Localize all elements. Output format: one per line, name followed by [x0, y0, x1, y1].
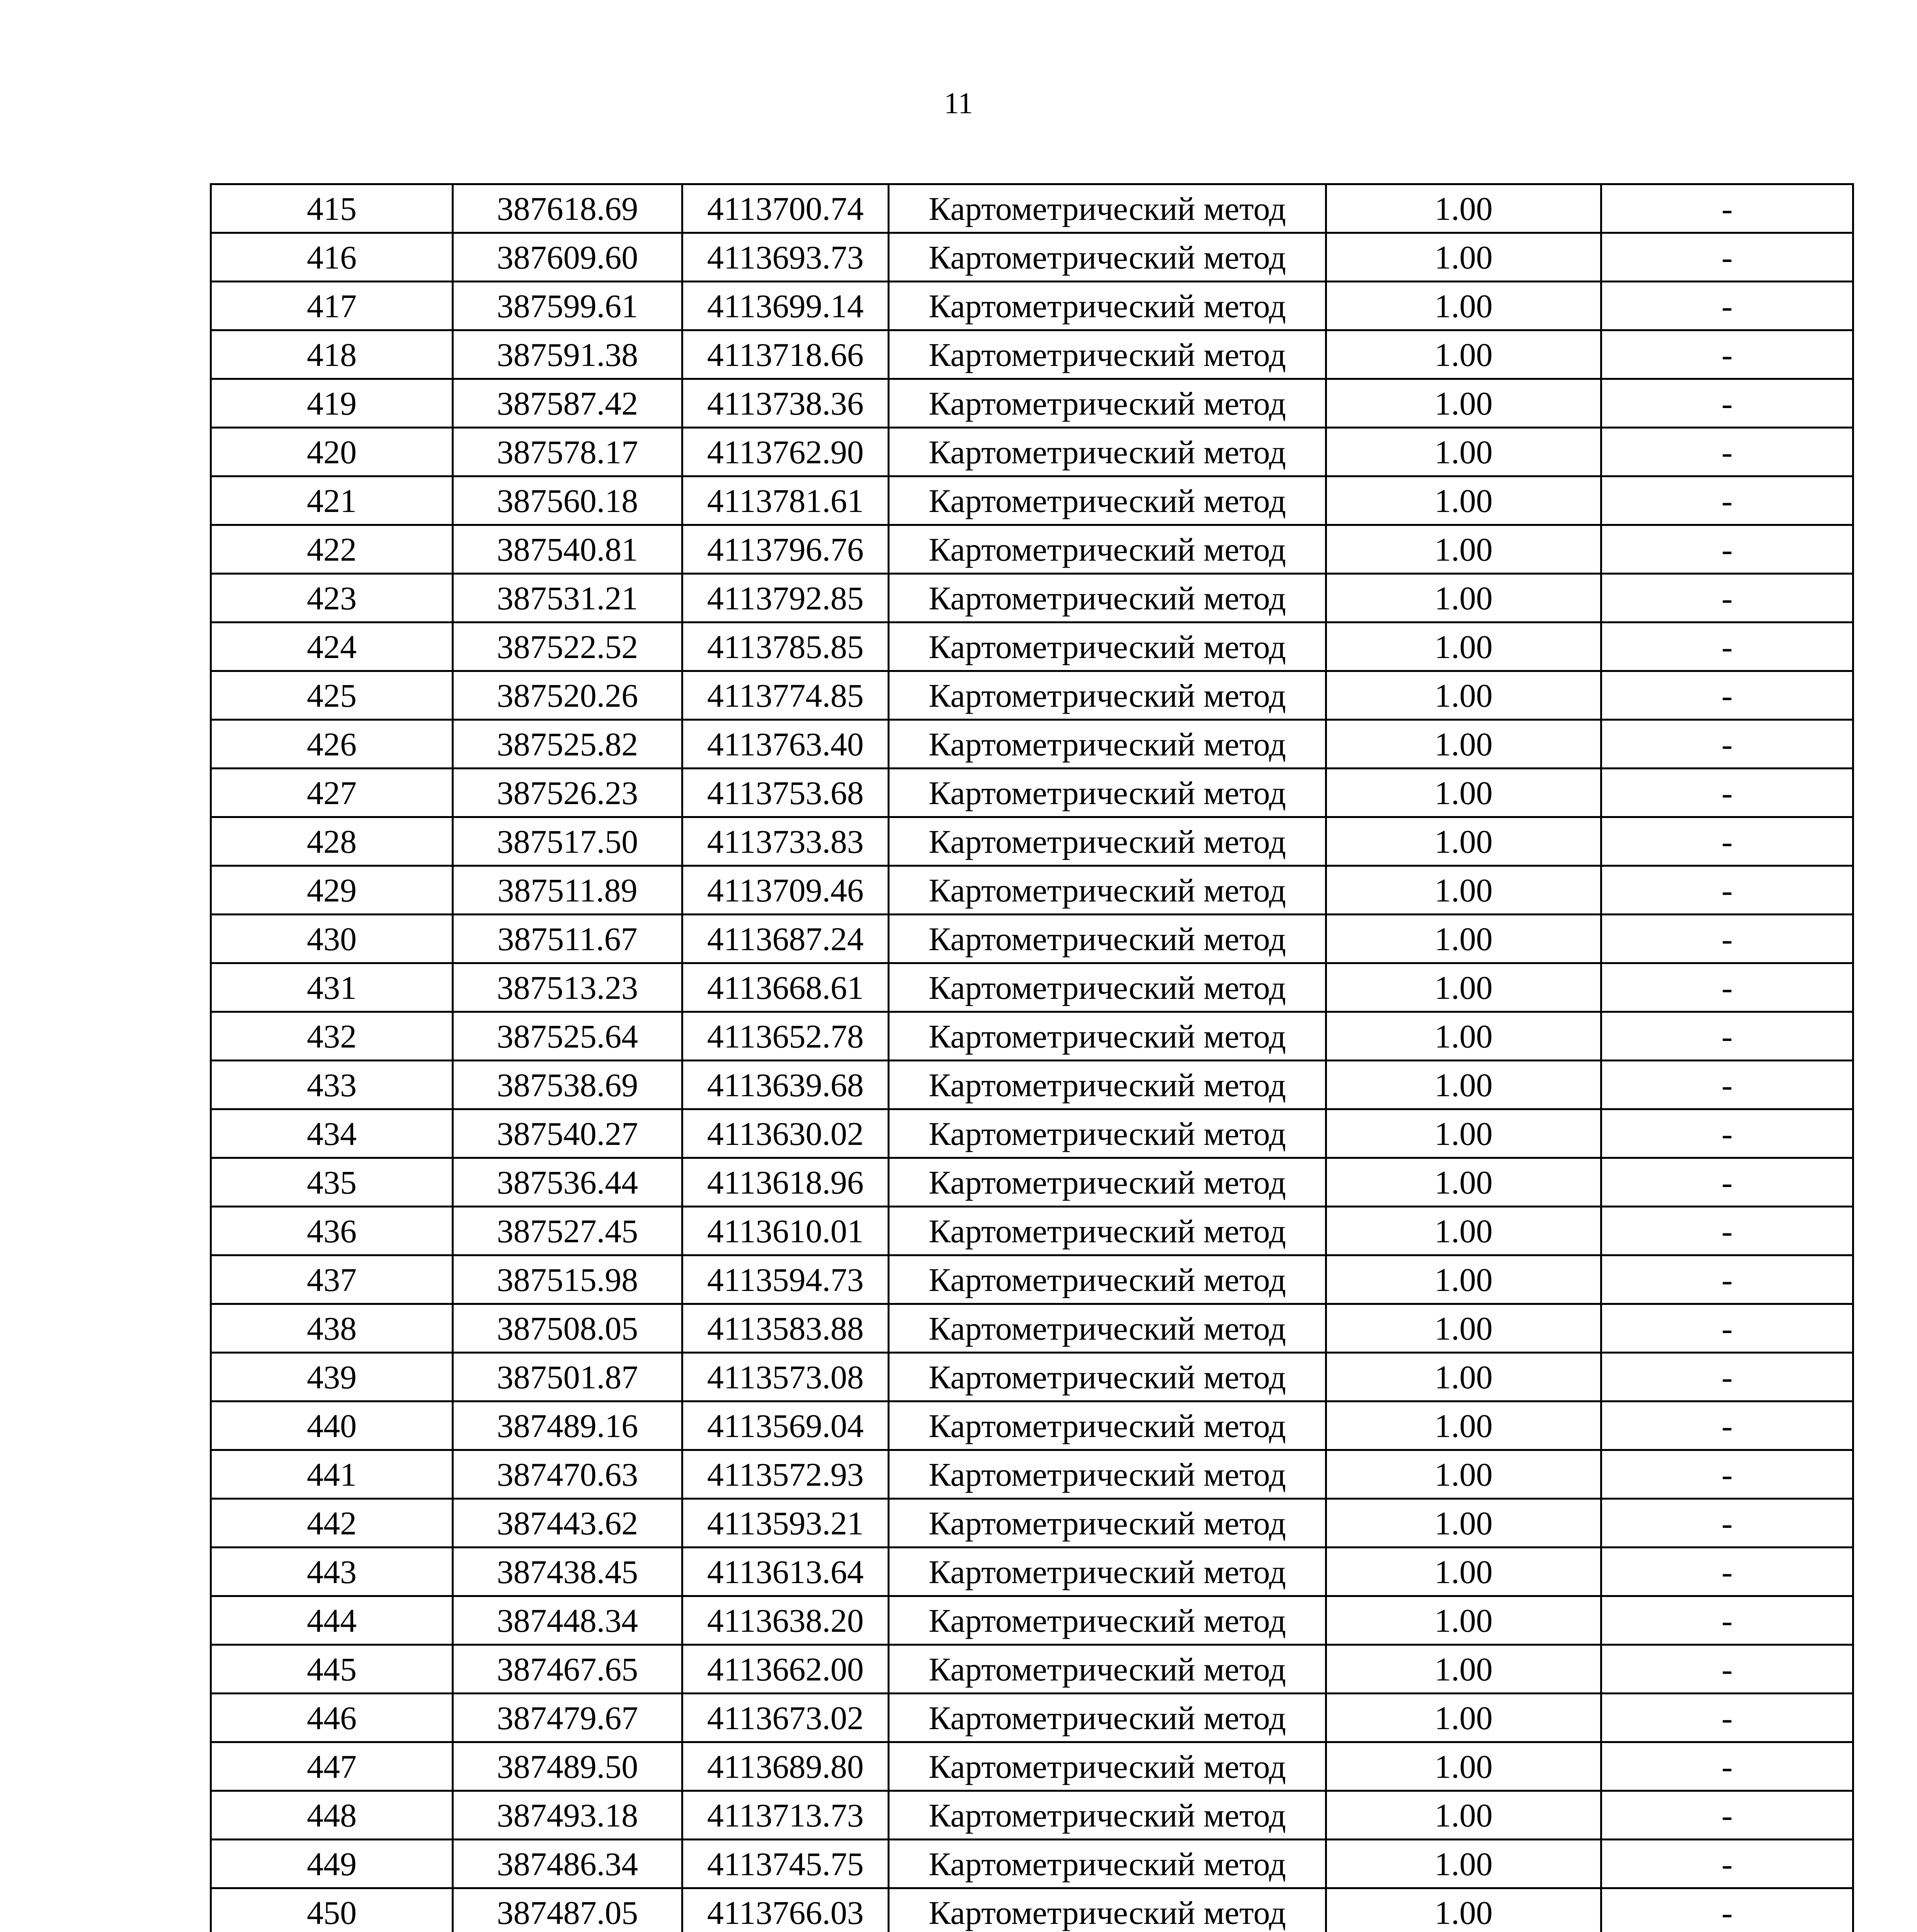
description-cell: - [1601, 769, 1853, 817]
y-coordinate-cell: 4113573.08 [682, 1353, 889, 1401]
table-row [211, 1499, 1853, 1548]
table-row [211, 476, 1853, 525]
description-cell: - [1601, 233, 1853, 282]
accuracy-cell: 1.00 [1326, 1742, 1601, 1791]
method-cell: Картометрический метод [889, 1401, 1326, 1450]
description-cell: - [1601, 915, 1853, 963]
point-number-cell: 435 [211, 1158, 453, 1207]
description-cell: - [1601, 1840, 1853, 1888]
y-coordinate-cell: 4113792.85 [682, 574, 889, 622]
description-cell: - [1601, 866, 1853, 915]
description-cell: - [1601, 476, 1853, 525]
description-cell: - [1601, 525, 1853, 574]
x-coordinate-cell: 387609.60 [453, 233, 682, 282]
description-cell: - [1601, 1548, 1853, 1596]
x-coordinate-cell: 387438.45 [453, 1548, 682, 1596]
table-row [211, 574, 1853, 622]
accuracy-cell: 1.00 [1326, 184, 1601, 233]
y-coordinate-cell: 4113583.88 [682, 1304, 889, 1353]
table-row [211, 1158, 1853, 1207]
x-coordinate-cell: 387526.23 [453, 769, 682, 817]
point-number-cell: 440 [211, 1401, 453, 1450]
accuracy-cell: 1.00 [1326, 1450, 1601, 1499]
x-coordinate-cell: 387525.82 [453, 720, 682, 769]
table-row [211, 963, 1853, 1012]
accuracy-cell: 1.00 [1326, 1548, 1601, 1596]
method-cell: Картометрический метод [889, 330, 1326, 379]
x-coordinate-cell: 387515.98 [453, 1255, 682, 1304]
y-coordinate-cell: 4113709.46 [682, 866, 889, 915]
method-cell: Картометрический метод [889, 622, 1326, 671]
method-cell: Картометрический метод [889, 1840, 1326, 1888]
accuracy-cell: 1.00 [1326, 1061, 1601, 1109]
point-number-cell: 445 [211, 1645, 453, 1694]
y-coordinate-cell: 4113762.90 [682, 428, 889, 476]
table-row [211, 769, 1853, 817]
accuracy-cell: 1.00 [1326, 1012, 1601, 1061]
accuracy-cell: 1.00 [1326, 963, 1601, 1012]
description-cell: - [1601, 1450, 1853, 1499]
description-cell: - [1601, 184, 1853, 233]
point-number-cell: 431 [211, 963, 453, 1012]
table-row [211, 1061, 1853, 1109]
table-row [211, 817, 1853, 866]
description-cell: - [1601, 671, 1853, 720]
y-coordinate-cell: 4113738.36 [682, 379, 889, 428]
x-coordinate-cell: 387486.34 [453, 1840, 682, 1888]
x-coordinate-cell: 387540.81 [453, 525, 682, 574]
x-coordinate-cell: 387489.16 [453, 1401, 682, 1450]
accuracy-cell: 1.00 [1326, 720, 1601, 769]
y-coordinate-cell: 4113662.00 [682, 1645, 889, 1694]
y-coordinate-cell: 4113593.21 [682, 1499, 889, 1548]
table-row [211, 866, 1853, 915]
point-number-cell: 423 [211, 574, 453, 622]
y-coordinate-cell: 4113668.61 [682, 963, 889, 1012]
accuracy-cell: 1.00 [1326, 1353, 1601, 1401]
accuracy-cell: 1.00 [1326, 282, 1601, 330]
description-cell: - [1601, 1207, 1853, 1255]
y-coordinate-cell: 4113753.68 [682, 769, 889, 817]
accuracy-cell: 1.00 [1326, 330, 1601, 379]
table-row [211, 1012, 1853, 1061]
table-row [211, 720, 1853, 769]
accuracy-cell: 1.00 [1326, 1791, 1601, 1840]
accuracy-cell: 1.00 [1326, 1840, 1601, 1888]
x-coordinate-cell: 387618.69 [453, 184, 682, 233]
point-number-cell: 436 [211, 1207, 453, 1255]
y-coordinate-cell: 4113594.73 [682, 1255, 889, 1304]
point-number-cell: 426 [211, 720, 453, 769]
page-number: 11 [944, 86, 973, 120]
method-cell: Картометрический метод [889, 184, 1326, 233]
x-coordinate-cell: 387599.61 [453, 282, 682, 330]
accuracy-cell: 1.00 [1326, 379, 1601, 428]
point-number-cell: 443 [211, 1548, 453, 1596]
description-cell: - [1601, 622, 1853, 671]
x-coordinate-cell: 387578.17 [453, 428, 682, 476]
point-number-cell: 419 [211, 379, 453, 428]
description-cell: - [1601, 1499, 1853, 1548]
method-cell: Картометрический метод [889, 1061, 1326, 1109]
point-number-cell: 439 [211, 1353, 453, 1401]
point-number-cell: 415 [211, 184, 453, 233]
description-cell: - [1601, 1304, 1853, 1353]
x-coordinate-cell: 387467.65 [453, 1645, 682, 1694]
y-coordinate-cell: 4113638.20 [682, 1596, 889, 1645]
method-cell: Картометрический метод [889, 817, 1326, 866]
accuracy-cell: 1.00 [1326, 915, 1601, 963]
point-number-cell: 422 [211, 525, 453, 574]
table-row [211, 525, 1853, 574]
description-cell: - [1601, 1255, 1853, 1304]
accuracy-cell: 1.00 [1326, 1645, 1601, 1694]
table-row [211, 1353, 1853, 1401]
y-coordinate-cell: 4113763.40 [682, 720, 889, 769]
method-cell: Картометрический метод [889, 769, 1326, 817]
method-cell: Картометрический метод [889, 379, 1326, 428]
x-coordinate-cell: 387536.44 [453, 1158, 682, 1207]
x-coordinate-cell: 387560.18 [453, 476, 682, 525]
table-row [211, 282, 1853, 330]
x-coordinate-cell: 387487.05 [453, 1888, 682, 1932]
description-cell: - [1601, 379, 1853, 428]
y-coordinate-cell: 4113673.02 [682, 1694, 889, 1742]
accuracy-cell: 1.00 [1326, 769, 1601, 817]
method-cell: Картометрический метод [889, 1596, 1326, 1645]
y-coordinate-cell: 4113713.73 [682, 1791, 889, 1840]
point-number-cell: 448 [211, 1791, 453, 1840]
description-cell: - [1601, 428, 1853, 476]
description-cell: - [1601, 1158, 1853, 1207]
x-coordinate-cell: 387531.21 [453, 574, 682, 622]
table-row [211, 1694, 1853, 1742]
point-number-cell: 416 [211, 233, 453, 282]
accuracy-cell: 1.00 [1326, 1304, 1601, 1353]
table-row [211, 428, 1853, 476]
point-number-cell: 432 [211, 1012, 453, 1061]
y-coordinate-cell: 4113700.74 [682, 184, 889, 233]
accuracy-cell: 1.00 [1326, 1401, 1601, 1450]
method-cell: Картометрический метод [889, 1255, 1326, 1304]
point-number-cell: 421 [211, 476, 453, 525]
x-coordinate-cell: 387443.62 [453, 1499, 682, 1548]
y-coordinate-cell: 4113610.01 [682, 1207, 889, 1255]
method-cell: Картометрический метод [889, 233, 1326, 282]
y-coordinate-cell: 4113693.73 [682, 233, 889, 282]
x-coordinate-cell: 387511.89 [453, 866, 682, 915]
accuracy-cell: 1.00 [1326, 1694, 1601, 1742]
description-cell: - [1601, 1353, 1853, 1401]
y-coordinate-cell: 4113687.24 [682, 915, 889, 963]
x-coordinate-cell: 387527.45 [453, 1207, 682, 1255]
accuracy-cell: 1.00 [1326, 428, 1601, 476]
method-cell: Картометрический метод [889, 1304, 1326, 1353]
method-cell: Картометрический метод [889, 963, 1326, 1012]
accuracy-cell: 1.00 [1326, 866, 1601, 915]
accuracy-cell: 1.00 [1326, 1158, 1601, 1207]
accuracy-cell: 1.00 [1326, 1888, 1601, 1932]
description-cell: - [1601, 1694, 1853, 1742]
description-cell: - [1601, 963, 1853, 1012]
accuracy-cell: 1.00 [1326, 671, 1601, 720]
method-cell: Картометрический метод [889, 1694, 1326, 1742]
description-cell: - [1601, 1401, 1853, 1450]
accuracy-cell: 1.00 [1326, 476, 1601, 525]
point-number-cell: 428 [211, 817, 453, 866]
accuracy-cell: 1.00 [1326, 574, 1601, 622]
accuracy-cell: 1.00 [1326, 1596, 1601, 1645]
x-coordinate-cell: 387538.69 [453, 1061, 682, 1109]
table-row [211, 1207, 1853, 1255]
table-row [211, 233, 1853, 282]
description-cell: - [1601, 282, 1853, 330]
method-cell: Картометрический метод [889, 282, 1326, 330]
accuracy-cell: 1.00 [1326, 1499, 1601, 1548]
x-coordinate-cell: 387489.50 [453, 1742, 682, 1791]
table-row [211, 184, 1853, 233]
y-coordinate-cell: 4113745.75 [682, 1840, 889, 1888]
method-cell: Картометрический метод [889, 428, 1326, 476]
x-coordinate-cell: 387540.27 [453, 1109, 682, 1158]
method-cell: Картометрический метод [889, 720, 1326, 769]
y-coordinate-cell: 4113785.85 [682, 622, 889, 671]
x-coordinate-cell: 387587.42 [453, 379, 682, 428]
accuracy-cell: 1.00 [1326, 817, 1601, 866]
y-coordinate-cell: 4113796.76 [682, 525, 889, 574]
y-coordinate-cell: 4113733.83 [682, 817, 889, 866]
x-coordinate-cell: 387522.52 [453, 622, 682, 671]
accuracy-cell: 1.00 [1326, 1207, 1601, 1255]
accuracy-cell: 1.00 [1326, 1109, 1601, 1158]
description-cell: - [1601, 1109, 1853, 1158]
point-number-cell: 437 [211, 1255, 453, 1304]
method-cell: Картометрический метод [889, 1888, 1326, 1932]
table-row [211, 1450, 1853, 1499]
table-row [211, 1255, 1853, 1304]
table-row [211, 330, 1853, 379]
method-cell: Картометрический метод [889, 866, 1326, 915]
method-cell: Картометрический метод [889, 915, 1326, 963]
method-cell: Картометрический метод [889, 1207, 1326, 1255]
x-coordinate-cell: 387508.05 [453, 1304, 682, 1353]
point-number-cell: 427 [211, 769, 453, 817]
point-number-cell: 444 [211, 1596, 453, 1645]
point-number-cell: 446 [211, 1694, 453, 1742]
point-number-cell: 425 [211, 671, 453, 720]
table-row [211, 1596, 1853, 1645]
method-cell: Картометрический метод [889, 1012, 1326, 1061]
coordinates-table-body [211, 184, 1853, 1932]
description-cell: - [1601, 1645, 1853, 1694]
method-cell: Картометрический метод [889, 1353, 1326, 1401]
description-cell: - [1601, 720, 1853, 769]
point-number-cell: 441 [211, 1450, 453, 1499]
method-cell: Картометрический метод [889, 1645, 1326, 1694]
y-coordinate-cell: 4113639.68 [682, 1061, 889, 1109]
point-number-cell: 429 [211, 866, 453, 915]
description-cell: - [1601, 1791, 1853, 1840]
table-row [211, 1888, 1853, 1932]
table-row [211, 1304, 1853, 1353]
point-number-cell: 417 [211, 282, 453, 330]
table-row [211, 622, 1853, 671]
y-coordinate-cell: 4113630.02 [682, 1109, 889, 1158]
method-cell: Картометрический метод [889, 574, 1326, 622]
table-row [211, 1548, 1853, 1596]
accuracy-cell: 1.00 [1326, 1255, 1601, 1304]
y-coordinate-cell: 4113781.61 [682, 476, 889, 525]
table-row [211, 1840, 1853, 1888]
method-cell: Картометрический метод [889, 1742, 1326, 1791]
point-number-cell: 430 [211, 915, 453, 963]
y-coordinate-cell: 4113766.03 [682, 1888, 889, 1932]
accuracy-cell: 1.00 [1326, 525, 1601, 574]
method-cell: Картометрический метод [889, 1791, 1326, 1840]
x-coordinate-cell: 387470.63 [453, 1450, 682, 1499]
table-row [211, 671, 1853, 720]
y-coordinate-cell: 4113689.80 [682, 1742, 889, 1791]
description-cell: - [1601, 1061, 1853, 1109]
y-coordinate-cell: 4113699.14 [682, 282, 889, 330]
x-coordinate-cell: 387511.67 [453, 915, 682, 963]
x-coordinate-cell: 387479.67 [453, 1694, 682, 1742]
x-coordinate-cell: 387517.50 [453, 817, 682, 866]
x-coordinate-cell: 387501.87 [453, 1353, 682, 1401]
method-cell: Картометрический метод [889, 671, 1326, 720]
point-number-cell: 433 [211, 1061, 453, 1109]
point-number-cell: 434 [211, 1109, 453, 1158]
y-coordinate-cell: 4113572.93 [682, 1450, 889, 1499]
method-cell: Картометрический метод [889, 525, 1326, 574]
y-coordinate-cell: 4113652.78 [682, 1012, 889, 1061]
table-row [211, 1791, 1853, 1840]
coordinates-table [210, 183, 1854, 1932]
method-cell: Картометрический метод [889, 1450, 1326, 1499]
point-number-cell: 418 [211, 330, 453, 379]
y-coordinate-cell: 4113718.66 [682, 330, 889, 379]
table-row [211, 1742, 1853, 1791]
accuracy-cell: 1.00 [1326, 233, 1601, 282]
table-row [211, 915, 1853, 963]
method-cell: Картометрический метод [889, 1548, 1326, 1596]
point-number-cell: 450 [211, 1888, 453, 1932]
method-cell: Картометрический метод [889, 1109, 1326, 1158]
x-coordinate-cell: 387591.38 [453, 330, 682, 379]
y-coordinate-cell: 4113618.96 [682, 1158, 889, 1207]
point-number-cell: 449 [211, 1840, 453, 1888]
description-cell: - [1601, 1012, 1853, 1061]
point-number-cell: 424 [211, 622, 453, 671]
description-cell: - [1601, 1742, 1853, 1791]
y-coordinate-cell: 4113569.04 [682, 1401, 889, 1450]
description-cell: - [1601, 574, 1853, 622]
table-row [211, 1401, 1853, 1450]
point-number-cell: 438 [211, 1304, 453, 1353]
y-coordinate-cell: 4113613.64 [682, 1548, 889, 1596]
x-coordinate-cell: 387525.64 [453, 1012, 682, 1061]
x-coordinate-cell: 387513.23 [453, 963, 682, 1012]
x-coordinate-cell: 387448.34 [453, 1596, 682, 1645]
y-coordinate-cell: 4113774.85 [682, 671, 889, 720]
table-row [211, 1645, 1853, 1694]
table-row [211, 1109, 1853, 1158]
description-cell: - [1601, 1596, 1853, 1645]
method-cell: Картометрический метод [889, 1158, 1326, 1207]
table-row [211, 379, 1853, 428]
description-cell: - [1601, 817, 1853, 866]
point-number-cell: 420 [211, 428, 453, 476]
x-coordinate-cell: 387493.18 [453, 1791, 682, 1840]
description-cell: - [1601, 1888, 1853, 1932]
x-coordinate-cell: 387520.26 [453, 671, 682, 720]
method-cell: Картометрический метод [889, 476, 1326, 525]
accuracy-cell: 1.00 [1326, 622, 1601, 671]
point-number-cell: 442 [211, 1499, 453, 1548]
description-cell: - [1601, 330, 1853, 379]
method-cell: Картометрический метод [889, 1499, 1326, 1548]
point-number-cell: 447 [211, 1742, 453, 1791]
